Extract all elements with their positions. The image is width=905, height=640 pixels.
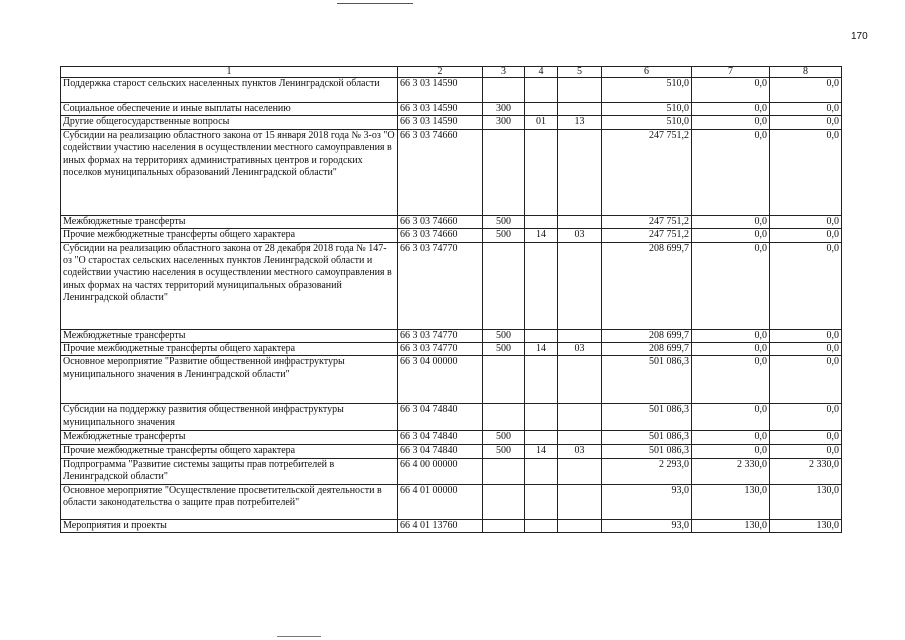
subsection-cell: 03 bbox=[558, 444, 602, 458]
table-row bbox=[61, 343, 842, 356]
amount-col8-cell: 0,0 bbox=[770, 444, 842, 458]
amount-col7-cell: 0,0 bbox=[692, 215, 770, 228]
target-code-cell: 66 3 03 14590 bbox=[398, 78, 483, 103]
amount-col8-cell: 0,0 bbox=[770, 343, 842, 356]
subsection-cell bbox=[558, 356, 602, 404]
section-cell bbox=[525, 431, 558, 444]
expense-type-cell bbox=[483, 458, 525, 484]
amount-col7-cell: 0,0 bbox=[692, 329, 770, 342]
amount-col8-cell: 130,0 bbox=[770, 484, 842, 519]
table-body bbox=[61, 78, 842, 533]
row-name-cell: Поддержка старост сельских населенных пунктов Ленинградской области bbox=[61, 78, 398, 103]
amount-col7-cell: 0,0 bbox=[692, 343, 770, 356]
expense-type-cell bbox=[483, 129, 525, 215]
page-number: 170 bbox=[851, 31, 868, 42]
section-cell: 01 bbox=[525, 116, 558, 129]
amount-col6-cell: 93,0 bbox=[602, 484, 692, 519]
amount-col6-cell: 510,0 bbox=[602, 103, 692, 116]
expense-type-cell: 500 bbox=[483, 431, 525, 444]
section-cell bbox=[525, 404, 558, 431]
expense-type-cell bbox=[483, 519, 525, 532]
target-code-cell: 66 4 01 13760 bbox=[398, 519, 483, 532]
amount-col7-cell: 0,0 bbox=[692, 356, 770, 404]
section-cell: 14 bbox=[525, 444, 558, 458]
section-cell bbox=[525, 242, 558, 329]
table-row bbox=[61, 444, 842, 458]
table-row bbox=[61, 129, 842, 215]
expense-type-cell: 500 bbox=[483, 343, 525, 356]
bottom-scan-line bbox=[277, 636, 321, 637]
amount-col6-cell: 501 086,3 bbox=[602, 431, 692, 444]
header-cell: 8 bbox=[770, 67, 842, 78]
row-name-cell: Мероприятия и проекты bbox=[61, 519, 398, 532]
row-name-cell: Подпрограмма "Развитие системы защиты прав потребителей в Ленинградской области" bbox=[61, 458, 398, 484]
header-cell: 3 bbox=[483, 67, 525, 78]
amount-col8-cell: 0,0 bbox=[770, 404, 842, 431]
amount-col7-cell: 0,0 bbox=[692, 78, 770, 103]
row-name-cell: Субсидии на поддержку развития общественной инфраструктуры муниципального значения bbox=[61, 404, 398, 431]
subsection-cell bbox=[558, 242, 602, 329]
amount-col6-cell: 510,0 bbox=[602, 116, 692, 129]
amount-col7-cell: 0,0 bbox=[692, 129, 770, 215]
section-cell bbox=[525, 215, 558, 228]
section-cell: 14 bbox=[525, 229, 558, 242]
row-name-cell: Межбюджетные трансферты bbox=[61, 431, 398, 444]
amount-col8-cell: 0,0 bbox=[770, 242, 842, 329]
amount-col8-cell: 0,0 bbox=[770, 116, 842, 129]
row-name-cell: Субсидии на реализацию областного закона от 15 января 2018 года № 3-оз "О содействии участию населения в осуществлении местного самоуправления в иных формах на территориях административных центров и городских поселков муниципальных образований Ленинградской области" bbox=[61, 129, 398, 215]
amount-col8-cell: 0,0 bbox=[770, 431, 842, 444]
amount-col6-cell: 501 086,3 bbox=[602, 404, 692, 431]
amount-col7-cell: 2 330,0 bbox=[692, 458, 770, 484]
target-code-cell: 66 3 04 00000 bbox=[398, 356, 483, 404]
expense-type-cell bbox=[483, 356, 525, 404]
expense-type-cell bbox=[483, 78, 525, 103]
amount-col8-cell: 0,0 bbox=[770, 356, 842, 404]
section-cell: 14 bbox=[525, 343, 558, 356]
table-row bbox=[61, 103, 842, 116]
table-row bbox=[61, 229, 842, 242]
section-cell bbox=[525, 484, 558, 519]
expense-type-cell: 500 bbox=[483, 444, 525, 458]
row-name-cell: Межбюджетные трансферты bbox=[61, 329, 398, 342]
section-cell bbox=[525, 356, 558, 404]
subsection-cell bbox=[558, 458, 602, 484]
subsection-cell bbox=[558, 329, 602, 342]
top-scan-line bbox=[337, 3, 413, 4]
amount-col8-cell: 0,0 bbox=[770, 329, 842, 342]
header-cell: 2 bbox=[398, 67, 483, 78]
expense-type-cell: 500 bbox=[483, 215, 525, 228]
amount-col7-cell: 130,0 bbox=[692, 519, 770, 532]
row-name-cell: Другие общегосударственные вопросы bbox=[61, 116, 398, 129]
row-name-cell: Прочие межбюджетные трансферты общего характера bbox=[61, 343, 398, 356]
section-cell bbox=[525, 458, 558, 484]
amount-col6-cell: 93,0 bbox=[602, 519, 692, 532]
section-cell bbox=[525, 103, 558, 116]
expense-type-cell: 300 bbox=[483, 116, 525, 129]
expense-type-cell: 500 bbox=[483, 329, 525, 342]
subsection-cell: 03 bbox=[558, 343, 602, 356]
table-row bbox=[61, 458, 842, 484]
row-name-cell: Субсидии на реализацию областного закона от 28 декабря 2018 года № 147-оз "О старостах сельских населенных пунктов Ленинградской области и содействии участию населения в осуществлении местного самоуправления в иных формах на частях территорий муниципальных образований Ленинградской области" bbox=[61, 242, 398, 329]
section-cell bbox=[525, 78, 558, 103]
amount-col8-cell: 2 330,0 bbox=[770, 458, 842, 484]
amount-col6-cell: 2 293,0 bbox=[602, 458, 692, 484]
row-name-cell: Основное мероприятие "Развитие общественной инфраструктуры муниципального значения в Ленинградской области" bbox=[61, 356, 398, 404]
amount-col8-cell: 0,0 bbox=[770, 129, 842, 215]
amount-col6-cell: 208 699,7 bbox=[602, 242, 692, 329]
table-row bbox=[61, 356, 842, 404]
header-cell: 7 bbox=[692, 67, 770, 78]
row-name-cell: Основное мероприятие "Осуществление просветительской деятельности в области законодательства о защите прав потребителей" bbox=[61, 484, 398, 519]
amount-col8-cell: 0,0 bbox=[770, 215, 842, 228]
amount-col7-cell: 0,0 bbox=[692, 431, 770, 444]
table-header-row bbox=[61, 67, 842, 78]
row-name-cell: Прочие межбюджетные трансферты общего характера bbox=[61, 444, 398, 458]
amount-col7-cell: 130,0 bbox=[692, 484, 770, 519]
target-code-cell: 66 3 03 74770 bbox=[398, 343, 483, 356]
section-cell bbox=[525, 129, 558, 215]
expense-type-cell bbox=[483, 484, 525, 519]
amount-col7-cell: 0,0 bbox=[692, 229, 770, 242]
budget-table bbox=[60, 66, 842, 533]
expense-type-cell bbox=[483, 404, 525, 431]
amount-col6-cell: 247 751,2 bbox=[602, 129, 692, 215]
amount-col6-cell: 501 086,3 bbox=[602, 444, 692, 458]
section-cell bbox=[525, 329, 558, 342]
subsection-cell bbox=[558, 519, 602, 532]
amount-col7-cell: 0,0 bbox=[692, 103, 770, 116]
target-code-cell: 66 3 04 74840 bbox=[398, 431, 483, 444]
amount-col7-cell: 0,0 bbox=[692, 116, 770, 129]
table-row bbox=[61, 215, 842, 228]
table-row bbox=[61, 519, 842, 532]
amount-col8-cell: 0,0 bbox=[770, 103, 842, 116]
target-code-cell: 66 3 03 74660 bbox=[398, 229, 483, 242]
subsection-cell: 13 bbox=[558, 116, 602, 129]
table-row bbox=[61, 242, 842, 329]
subsection-cell bbox=[558, 78, 602, 103]
row-name-cell: Межбюджетные трансферты bbox=[61, 215, 398, 228]
target-code-cell: 66 3 03 74770 bbox=[398, 242, 483, 329]
amount-col6-cell: 501 086,3 bbox=[602, 356, 692, 404]
table-row bbox=[61, 78, 842, 103]
table-row bbox=[61, 404, 842, 431]
target-code-cell: 66 3 03 14590 bbox=[398, 116, 483, 129]
amount-col6-cell: 247 751,2 bbox=[602, 215, 692, 228]
subsection-cell: 03 bbox=[558, 229, 602, 242]
amount-col6-cell: 208 699,7 bbox=[602, 329, 692, 342]
header-cell: 1 bbox=[61, 67, 398, 78]
amount-col7-cell: 0,0 bbox=[692, 404, 770, 431]
amount-col6-cell: 208 699,7 bbox=[602, 343, 692, 356]
amount-col7-cell: 0,0 bbox=[692, 444, 770, 458]
subsection-cell bbox=[558, 404, 602, 431]
subsection-cell bbox=[558, 215, 602, 228]
subsection-cell bbox=[558, 129, 602, 215]
expense-type-cell: 500 bbox=[483, 229, 525, 242]
target-code-cell: 66 3 04 74840 bbox=[398, 404, 483, 431]
row-name-cell: Социальное обеспечение и иные выплаты населению bbox=[61, 103, 398, 116]
amount-col6-cell: 247 751,2 bbox=[602, 229, 692, 242]
target-code-cell: 66 3 03 14590 bbox=[398, 103, 483, 116]
amount-col6-cell: 510,0 bbox=[602, 78, 692, 103]
target-code-cell: 66 4 00 00000 bbox=[398, 458, 483, 484]
expense-type-cell bbox=[483, 242, 525, 329]
subsection-cell bbox=[558, 103, 602, 116]
table-row bbox=[61, 116, 842, 129]
section-cell bbox=[525, 519, 558, 532]
target-code-cell: 66 4 01 00000 bbox=[398, 484, 483, 519]
row-name-cell: Прочие межбюджетные трансферты общего характера bbox=[61, 229, 398, 242]
subsection-cell bbox=[558, 484, 602, 519]
amount-col7-cell: 0,0 bbox=[692, 242, 770, 329]
header-cell: 6 bbox=[602, 67, 692, 78]
subsection-cell bbox=[558, 431, 602, 444]
amount-col8-cell: 130,0 bbox=[770, 519, 842, 532]
amount-col8-cell: 0,0 bbox=[770, 78, 842, 103]
expense-type-cell: 300 bbox=[483, 103, 525, 116]
target-code-cell: 66 3 03 74660 bbox=[398, 215, 483, 228]
table-row bbox=[61, 431, 842, 444]
table-row bbox=[61, 484, 842, 519]
table-row bbox=[61, 329, 842, 342]
amount-col8-cell: 0,0 bbox=[770, 229, 842, 242]
header-cell: 4 bbox=[525, 67, 558, 78]
header-cell: 5 bbox=[558, 67, 602, 78]
target-code-cell: 66 3 03 74660 bbox=[398, 129, 483, 215]
target-code-cell: 66 3 04 74840 bbox=[398, 444, 483, 458]
target-code-cell: 66 3 03 74770 bbox=[398, 329, 483, 342]
